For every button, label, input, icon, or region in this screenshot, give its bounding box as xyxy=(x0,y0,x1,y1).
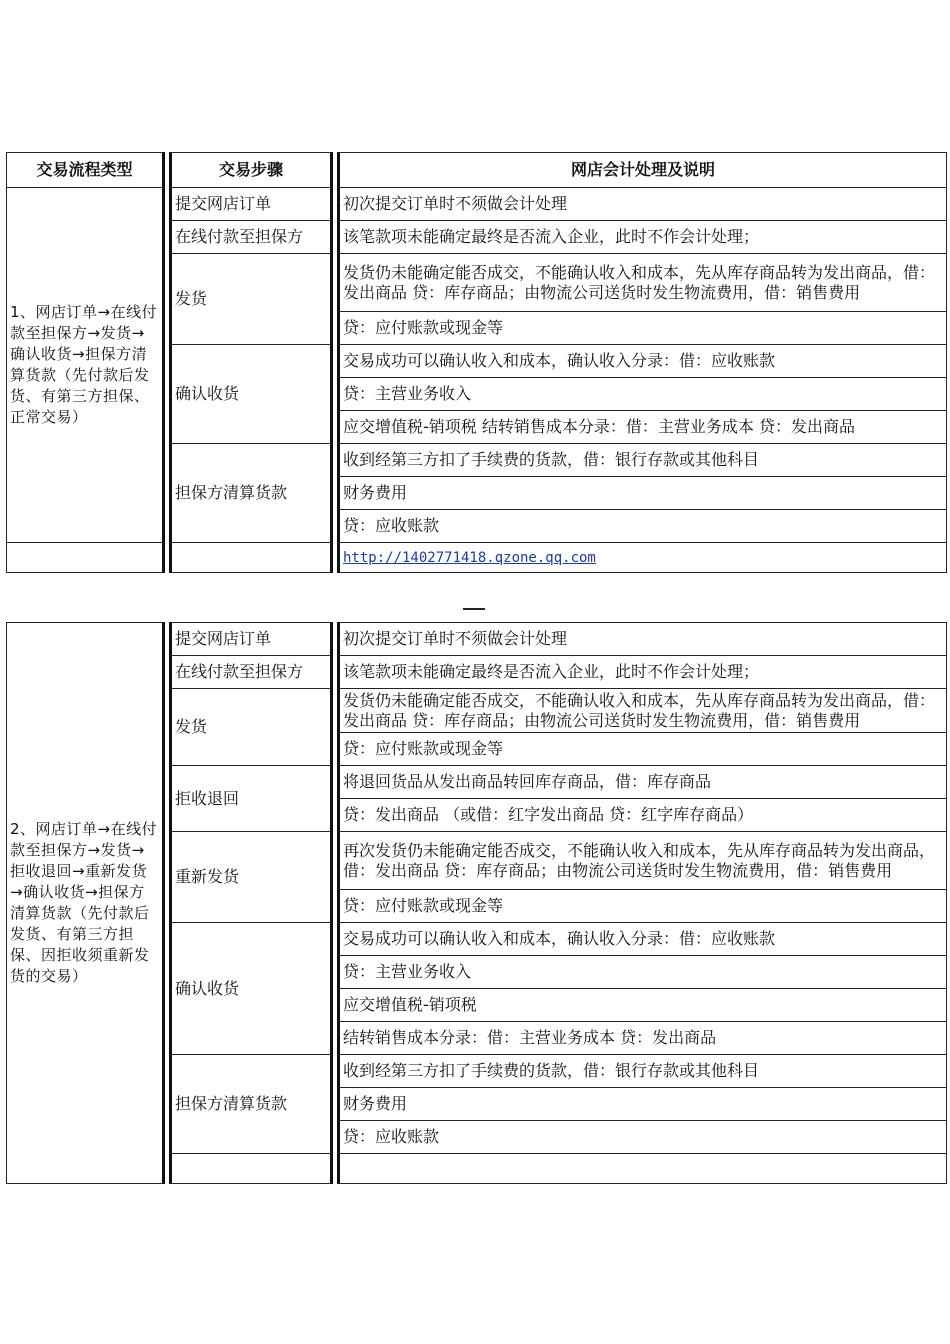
header-transaction-type: 交易流程类型 xyxy=(7,153,164,188)
desc-ship-1: 发货仍未能确定能否成交，不能确认收入和成本，先从库存商品转为发出商品，借：发出商品 贷：库存商品；由物流公司送货时发生物流费用，借：销售费用 xyxy=(339,689,947,733)
desc-confirm-4: 结转销售成本分录：借：主营业务成本 贷：发出商品 xyxy=(339,1022,947,1055)
table-normal-transaction xyxy=(6,152,947,573)
desc-ship-1: 发货仍未能确定能否成交，不能确认收入和成本，先从库存商品转为发出商品，借：发出商品 贷：库存商品；由物流公司送货时发生物流费用，借：销售费用 xyxy=(339,254,947,312)
step-online-pay: 在线付款至担保方 xyxy=(171,221,332,254)
step-ship: 发货 xyxy=(171,689,332,766)
page-divider xyxy=(463,608,485,610)
header-transaction-step: 交易步骤 xyxy=(171,153,332,188)
step-reject-return: 拒收退回 xyxy=(171,766,332,832)
table-row xyxy=(7,543,947,573)
desc-reject-2: 贷：发出商品 （或借：红字发出商品 贷：红字库存商品） xyxy=(339,799,947,832)
step-confirm-receipt: 确认收货 xyxy=(171,923,332,1055)
header-accounting-desc: 网店会计处理及说明 xyxy=(339,153,947,188)
step-guarantor-settle: 担保方清算货款 xyxy=(171,444,332,543)
transaction-type-cell: 2、网店订单→在线付款至担保方→发货→拒收退回→重新发货→确认收货→担保方清算货款（先付款后发货、有第三方担保、因拒收须重新发货的交易） xyxy=(7,623,164,1184)
desc-online-pay: 该笔款项未能确定最终是否流入企业，此时不作会计处理； xyxy=(339,221,947,254)
step-reship: 重新发货 xyxy=(171,832,332,923)
table-row xyxy=(7,188,947,221)
desc-settle-2: 财务费用 xyxy=(339,477,947,510)
step-confirm-receipt: 确认收货 xyxy=(171,345,332,444)
desc-settle-3: 贷：应收账款 xyxy=(339,510,947,543)
desc-ship-2: 贷：应付账款或现金等 xyxy=(339,733,947,766)
desc-submit-order: 初次提交订单时不须做会计处理 xyxy=(339,623,947,656)
step-online-pay: 在线付款至担保方 xyxy=(171,656,332,689)
desc-confirm-3: 应交增值税-销项税 xyxy=(339,989,947,1022)
desc-confirm-2: 贷：主营业务收入 xyxy=(339,378,947,411)
desc-reship-1: 再次发货仍未能确定能否成交，不能确认收入和成本，先从库存商品转为发出商品，借：发出商品 贷：库存商品；由物流公司送货时发生物流费用，借：销售费用 xyxy=(339,832,947,890)
desc-settle-1: 收到经第三方扣了手续费的货款，借：银行存款或其他科目 xyxy=(339,444,947,477)
step-guarantor-settle: 担保方清算货款 xyxy=(171,1055,332,1154)
desc-confirm-3: 应交增值税-销项税 结转销售成本分录：借：主营业务成本 贷：发出商品 xyxy=(339,411,947,444)
desc-submit-order: 初次提交订单时不须做会计处理 xyxy=(339,188,947,221)
desc-confirm-2: 贷：主营业务收入 xyxy=(339,956,947,989)
step-submit-order: 提交网店订单 xyxy=(171,188,332,221)
accounting-table-2 xyxy=(6,622,946,1184)
desc-settle-2: 财务费用 xyxy=(339,1088,947,1121)
desc-reject-1: 将退回货品从发出商品转回库存商品，借：库存商品 xyxy=(339,766,947,799)
desc-reship-2: 贷：应付账款或现金等 xyxy=(339,890,947,923)
desc-online-pay: 该笔款项未能确定最终是否流入企业，此时不作会计处理； xyxy=(339,656,947,689)
step-ship: 发货 xyxy=(171,254,332,345)
desc-confirm-1: 交易成功可以确认收入和成本，确认收入分录：借：应收账款 xyxy=(339,345,947,378)
desc-confirm-1: 交易成功可以确认收入和成本，确认收入分录：借：应收账款 xyxy=(339,923,947,956)
desc-settle-1: 收到经第三方扣了手续费的货款，借：银行存款或其他科目 xyxy=(339,1055,947,1088)
table-row xyxy=(7,623,947,656)
accounting-table-1 xyxy=(6,152,946,573)
transaction-type-cell: 1、网店订单→在线付款至担保方→发货→确认收货→担保方清算货款（先付款后发货、有第三方担保、正常交易） xyxy=(7,188,164,543)
desc-settle-3: 贷：应收账款 xyxy=(339,1121,947,1154)
step-submit-order: 提交网店订单 xyxy=(171,623,332,656)
table-reject-transaction xyxy=(6,622,947,1184)
header-row xyxy=(7,153,947,188)
desc-ship-2: 贷：应付账款或现金等 xyxy=(339,312,947,345)
qzone-link[interactable]: http://1402771418.qzone.qq.com xyxy=(343,550,596,566)
